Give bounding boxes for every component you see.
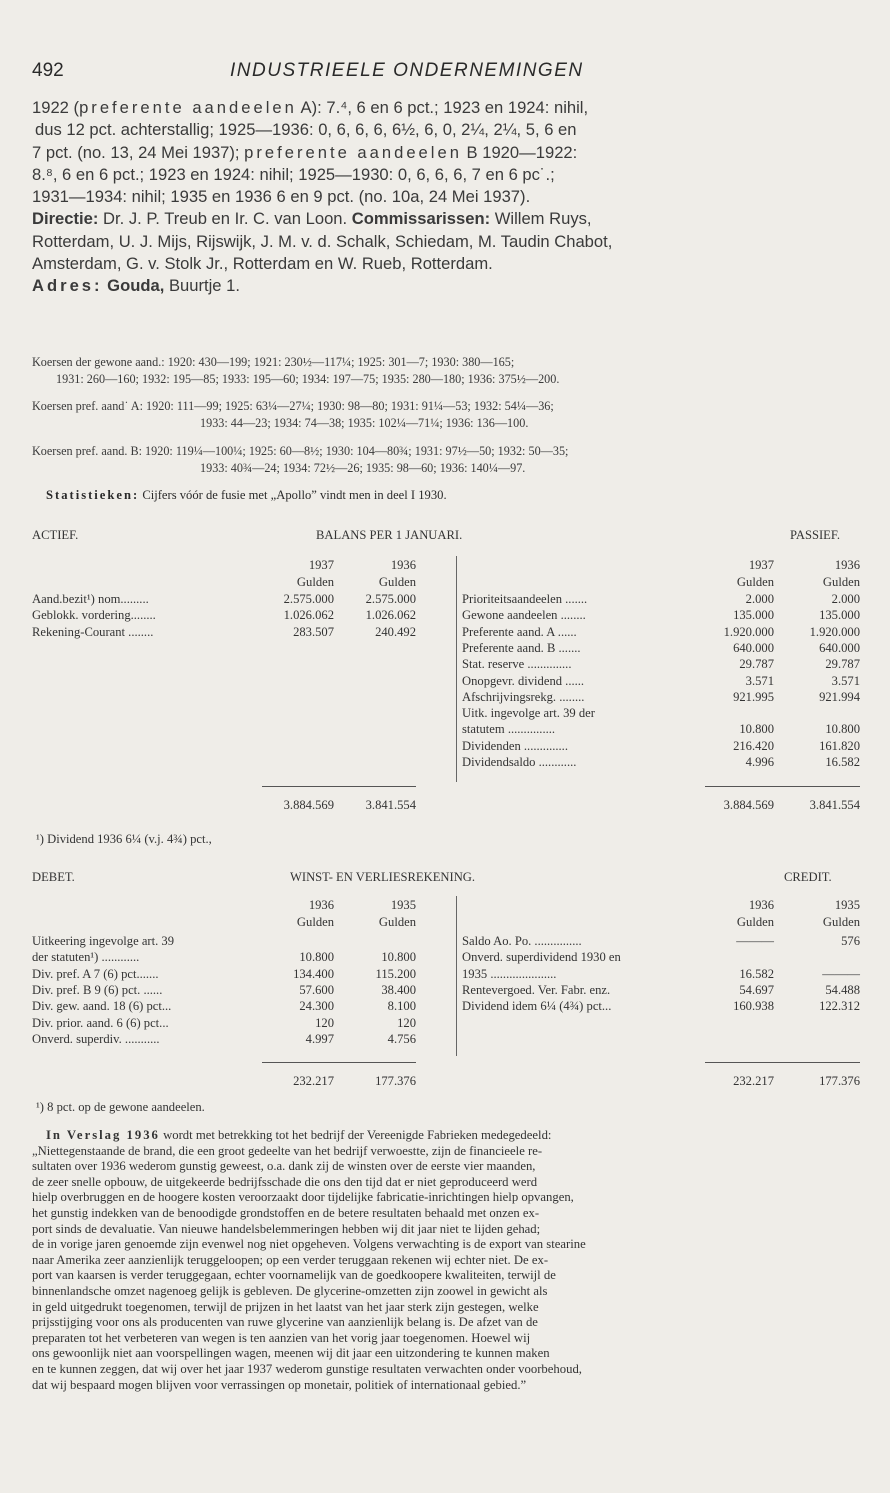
verslag-line: prijsstijging voor ons als producenten van ruwe glycerine van aanzienlijk belang is. De afzet van de <box>32 1315 538 1330</box>
ledger-value: 1.920.000 <box>723 624 774 639</box>
unit-label: Gulden <box>296 575 334 589</box>
ledger-label: Uitkeering ingevolge art. 39 <box>32 934 174 948</box>
ledger-value: 38.400 <box>381 982 416 997</box>
unit-label: Gulden <box>736 915 774 929</box>
ledger-value: 4.997 <box>305 1031 334 1046</box>
total-value: 3.884.569 <box>283 798 334 812</box>
intro-line <box>32 97 862 119</box>
ledger-value: 10.800 <box>739 722 774 737</box>
ledger-label: 1935 ..................... <box>462 966 557 981</box>
total-value: 3.841.554 <box>365 798 416 812</box>
year-label: 1936 <box>390 558 416 572</box>
koersen-pref-a <box>32 398 862 431</box>
ledger-value: 921.994 <box>819 689 860 704</box>
ledger-label: Dividendsaldo ............ <box>462 755 577 769</box>
ledger-label: Preferente aand. B ....... <box>462 640 581 655</box>
year-label: 1937 <box>748 558 774 572</box>
ledger-label: Div. gew. aand. 18 (6) pct... <box>32 999 172 1014</box>
ledger-value: 216.420 <box>733 738 774 753</box>
management-line <box>32 208 862 230</box>
verslag-line: de zeer snelle opbouw, de uitgekeerde bedrijfsschade die ons den tijd dat er niet geproduceerd werd <box>32 1174 538 1189</box>
total-rule <box>705 786 860 787</box>
directie-label: Directie: <box>32 209 99 229</box>
ledger-value: 16.582 <box>739 966 774 981</box>
ledger-label: Onverd. superdividend 1930 en <box>462 950 621 965</box>
commissarissen-text: Willem Ruys, <box>490 209 592 229</box>
commissarissen-label: Commissarissen: <box>351 209 491 229</box>
credit-heading: CREDIT. <box>784 870 832 884</box>
ledger-value: 24.300 <box>299 999 334 1014</box>
ledger-value: 135.000 <box>733 608 774 623</box>
intro-text: 7 pct. (no. 13, 24 Mei 1937); <box>32 142 245 162</box>
ledger-value: 576 <box>841 934 860 948</box>
ledger-label: Prioriteitsaandeelen ....... <box>462 592 588 606</box>
ledger-label: Div. pref. B 9 (6) pct. ...... <box>32 982 163 997</box>
ledger-value: 160.938 <box>733 999 774 1014</box>
ledger-value: 1.026.062 <box>283 608 334 623</box>
ledger-value: 2.000 <box>745 592 774 606</box>
statistieken-label: Statistieken: <box>46 488 140 502</box>
intro-text: A): 7.⁴, 6 en 6 pct.; 1923 en 1924: nihil, <box>296 98 589 117</box>
winst-heading: WINST- EN VERLIESREKENING. <box>290 870 476 884</box>
koersen-pref-b <box>32 443 862 476</box>
page-header <box>32 60 858 88</box>
verslag-line: dat wij bespaard mogen blijven voor verrassingen op monetair, politiek of internationaal gebied.” <box>32 1377 527 1392</box>
intro-line: dus 12 pct. achterstallig; 1925—1936: 0, 6, 6, 6, 6½, 6, 0, 2¼, 2¼, 5, 6 en <box>35 120 577 140</box>
ledger-label: Onopgevr. dividend ...... <box>462 673 585 688</box>
ledger-label: Div. prior. aand. 6 (6) pct... <box>32 1015 169 1030</box>
year-label: 1936 <box>748 898 774 912</box>
ledger-value: 640.000 <box>733 640 774 655</box>
page-title: INDUSTRIEELE ONDERNEMINGEN <box>230 60 584 81</box>
total-value: 177.376 <box>375 1074 416 1088</box>
year-label: 1937 <box>308 558 334 572</box>
total-rule <box>262 786 416 787</box>
ledger-value: 16.582 <box>825 755 860 769</box>
ledger-value: 921.995 <box>733 689 774 704</box>
page-number: 492 <box>32 60 64 81</box>
ledger-value: 240.492 <box>375 624 416 639</box>
ledger-label: Onverd. superdiv. ........... <box>32 1031 160 1046</box>
ledger-label: Stat. reserve .............. <box>462 657 572 672</box>
ledger-label: Dividenden .............. <box>462 738 568 753</box>
statistieken <box>46 488 447 503</box>
verslag-line: port van kaarsen is verder teruggegaan, echter voornamelijk van de goedkoopere kwaliteiten, terwijl de <box>32 1268 556 1283</box>
ledger-value: 115.200 <box>375 966 416 981</box>
ledger-value: 135.000 <box>819 608 860 623</box>
total-value: 232.217 <box>733 1074 774 1088</box>
verslag-line: in geld uitgedrukt toegenomen, terwijl de prijzen in het laatst van het jaar sterk zijn gestegen, welke <box>32 1299 539 1314</box>
ledger-label: Rekening-Courant ........ <box>32 624 154 639</box>
verslag-line: port sinds de devaluatie. Van nieuwe handelsbelemmeringen hebben wij dit jaar niet te lijden gehad; <box>32 1221 541 1236</box>
directie-text: Dr. J. P. Treub en Ir. C. van Loon. <box>98 209 352 229</box>
ledger-value: 10.800 <box>381 950 416 965</box>
ledger-value: 4.756 <box>387 1031 416 1046</box>
ledger-label: Div. pref. A 7 (6) pct....... <box>32 966 159 981</box>
ledger-label: Dividend idem 6¼ (4¾) pct... <box>462 999 612 1014</box>
verslag-line: preparaten tot het verbeteren van wegen is ten aanzien van het vorig jaar toegenomen. Hoewel wij <box>32 1330 531 1345</box>
verslag-line: „Niettegenstaande de brand, die een groot gedeelte van het bedrijf verwoestte, zijn de financieele re- <box>32 1143 543 1158</box>
ledger-value: 2.000 <box>831 592 860 606</box>
spaced-term: preferente aandeelen <box>79 98 297 117</box>
ledger-value: 10.800 <box>299 950 334 965</box>
verslag-label: In Verslag 1936 <box>46 1128 160 1142</box>
ledger-value: 640.000 <box>819 640 860 655</box>
ledger-value: 1.920.000 <box>809 624 860 639</box>
ledger-label: Aand.bezit¹) nom......... <box>32 592 149 606</box>
verslag-line: ons gewoonlijk niet aan voorspellingen wagen, meenen wij dit jaar een uitzondering te kunnen maken <box>32 1346 550 1361</box>
total-value: 3.884.569 <box>723 798 774 812</box>
adres-city: Gouda, <box>102 276 165 296</box>
ledger-label: statutem ............... <box>462 722 556 737</box>
verslag-paragraph <box>32 1128 862 1393</box>
ledger-value: 54.697 <box>739 982 774 997</box>
winst-footnote: ¹) 8 pct. op de gewone aandeelen. <box>36 1100 205 1114</box>
intro-line <box>32 142 862 164</box>
ledger-value: 161.820 <box>819 738 860 753</box>
verslag-line <box>32 1128 862 1144</box>
balans-footnote: ¹) Dividend 1936 6¼ (v.j. 4¾) pct., <box>36 832 212 846</box>
ledger-label: Uitk. ingevolge art. 39 der <box>462 706 595 721</box>
ledger-value: ——— <box>822 966 860 981</box>
ledger-label: Preferente aand. A ...... <box>462 624 577 639</box>
dividend-history <box>32 97 862 298</box>
ledger-label: Afschrijvingsrekg. ........ <box>462 689 585 704</box>
koersen-line: Koersen pref. aand. B: 1920: 119¼—100¼; 1925: 60—8½; 1930: 104—80¾; 1931: 97½—50; 1932: 50—35; <box>32 444 569 458</box>
intro-line: 1931—1934: nihil; 1935 en 1936 6 en 9 pct. (no. 10a, 24 Mei 1937). <box>32 187 531 207</box>
verslag-line: de in vorige jaren genoemde zijn evenwel nog niet opgeheven. Volgens verwachting is de export van stearine <box>32 1237 586 1252</box>
verslag-line: binnenlandsche omzet nagenoeg gelijk is gebleven. De glycerine-omzetten zijn zoowel in gewicht als <box>32 1283 548 1298</box>
total-value: 3.841.554 <box>809 798 860 812</box>
ledger-value: 2.575.000 <box>365 592 416 606</box>
adres-label: Adres: <box>32 276 103 296</box>
ledger-value: 54.488 <box>825 982 860 997</box>
ledger-label: Geblokk. vordering........ <box>32 608 156 623</box>
ledger-value: 120 <box>397 1015 416 1030</box>
intro-line: 8.⁸, 6 en 6 pct.; 1923 en 1924: nihil; 1925—1930: 0, 6, 6, 6, 7 en 6 pc˙.; <box>32 164 555 184</box>
ledger-value: 29.787 <box>739 657 774 672</box>
koersen-line: 1931: 260—160; 1932: 195—85; 1933: 195—60; 1934: 197—75; 1935: 280—180; 1936: 375½—200. <box>56 371 560 386</box>
koersen-line: 1933: 40¾—24; 1934: 72½—26; 1935: 98—60; 1936: 140¼—97. <box>200 460 526 475</box>
unit-label: Gulden <box>822 575 860 589</box>
verslag-line: hielp overbruggen en de hoogere kosten veroorzaakt door tijdelijke fabricatie-inrichtingen hielp opvangen, <box>32 1190 574 1205</box>
ledger-label: der statuten¹) ............ <box>32 950 140 965</box>
ledger-value: 1.026.062 <box>365 608 416 623</box>
column-divider <box>456 896 457 1056</box>
address-line <box>32 275 862 297</box>
ledger-value: 29.787 <box>825 657 860 672</box>
ledger-value: 120 <box>315 1015 334 1030</box>
verslag-line: naar Amerika zeer aanzienlijk teruggeloopen; op een verder teruggaan rekenen wij echter niet. De ex- <box>32 1252 549 1267</box>
unit-label: Gulden <box>822 915 860 929</box>
intro-line: Amsterdam, G. v. Stolk Jr., Rotterdam en W. Rueb, Rotterdam. <box>32 254 493 274</box>
intro-line: Rotterdam, U. J. Mijs, Rijswijk, J. M. v. d. Schalk, Schiedam, M. Taudin Chabot, <box>32 231 613 251</box>
statistieken-text: Cijfers vóór de fusie met „Apollo” vindt men in deel I 1930. <box>139 488 447 502</box>
adres-text: Buurtje 1. <box>164 276 240 296</box>
spaced-term: preferente aandeelen <box>244 142 462 162</box>
debet-heading: DEBET. <box>32 870 75 884</box>
koersen-line: Koersen pref. aand˙ A: 1920: 111—99; 1925: 63¼—27¼; 1930: 98—80; 1931: 91¼—53; 1932: 54¼—36; <box>32 399 554 413</box>
total-value: 232.217 <box>293 1074 334 1088</box>
ledger-value: 134.400 <box>293 966 334 981</box>
year-label: 1935 <box>834 898 860 912</box>
verslag-text: wordt met betrekking tot het bedrijf der Vereenigde Fabrieken medegedeeld: <box>159 1128 552 1142</box>
ledger-value: 3.571 <box>745 673 774 688</box>
ledger-label: Rentevergoed. Ver. Fabr. enz. <box>462 982 611 997</box>
ledger-label: Gewone aandeelen ........ <box>462 608 586 623</box>
passief-heading: PASSIEF. <box>790 528 840 542</box>
year-label: 1936 <box>834 558 860 572</box>
verslag-line: het gunstig indekken van de benoodigde grondstoffen en de betere resultaten behaald met onzen ex- <box>32 1205 540 1220</box>
intro-text: B 1920—1922: <box>461 142 578 162</box>
actief-heading: ACTIEF. <box>32 528 79 542</box>
ledger-value: 2.575.000 <box>283 592 334 606</box>
verslag-line: en te kunnen zeggen, dat wij over het jaar 1937 wederom gunstige resultaten verwachten onder voorbehoud, <box>32 1361 582 1376</box>
ledger-value: 10.800 <box>825 722 860 737</box>
column-divider <box>456 556 457 782</box>
ledger-value: 122.312 <box>819 999 860 1014</box>
unit-label: Gulden <box>736 575 774 589</box>
koersen-line: 1933: 44—23; 1934: 74—38; 1935: 102¼—71¼; 1936: 136—100. <box>200 415 529 430</box>
ledger-value: 3.571 <box>831 673 860 688</box>
ledger-value: 8.100 <box>387 999 416 1014</box>
verslag-line: sultaten over 1936 wederom gunstig geweest, o.a. dank zij de winsten over de eerste vier maanden, <box>32 1159 536 1174</box>
year-label: 1936 <box>308 898 334 912</box>
total-value: 177.376 <box>819 1074 860 1088</box>
balans-heading: BALANS PER 1 JANUARI. <box>316 528 463 542</box>
koersen-line: Koersen der gewone aand.: 1920: 430—199; 1921: 230½—117¼; 1925: 301—7; 1930: 380—165; <box>32 355 515 369</box>
unit-label: Gulden <box>378 915 416 929</box>
ledger-value: 283.507 <box>293 624 334 639</box>
year-label: 1935 <box>390 898 416 912</box>
ledger-value: 57.600 <box>299 982 334 997</box>
ledger-value: ——— <box>736 934 774 948</box>
unit-label: Gulden <box>296 915 334 929</box>
unit-label: Gulden <box>378 575 416 589</box>
ledger-label: Saldo Ao. Po. ............... <box>462 934 582 948</box>
total-rule <box>262 1062 416 1063</box>
ledger-value: 4.996 <box>745 755 774 769</box>
koersen-gewone <box>32 354 862 387</box>
intro-text: 1922 ( <box>32 98 80 117</box>
total-rule <box>705 1062 860 1063</box>
